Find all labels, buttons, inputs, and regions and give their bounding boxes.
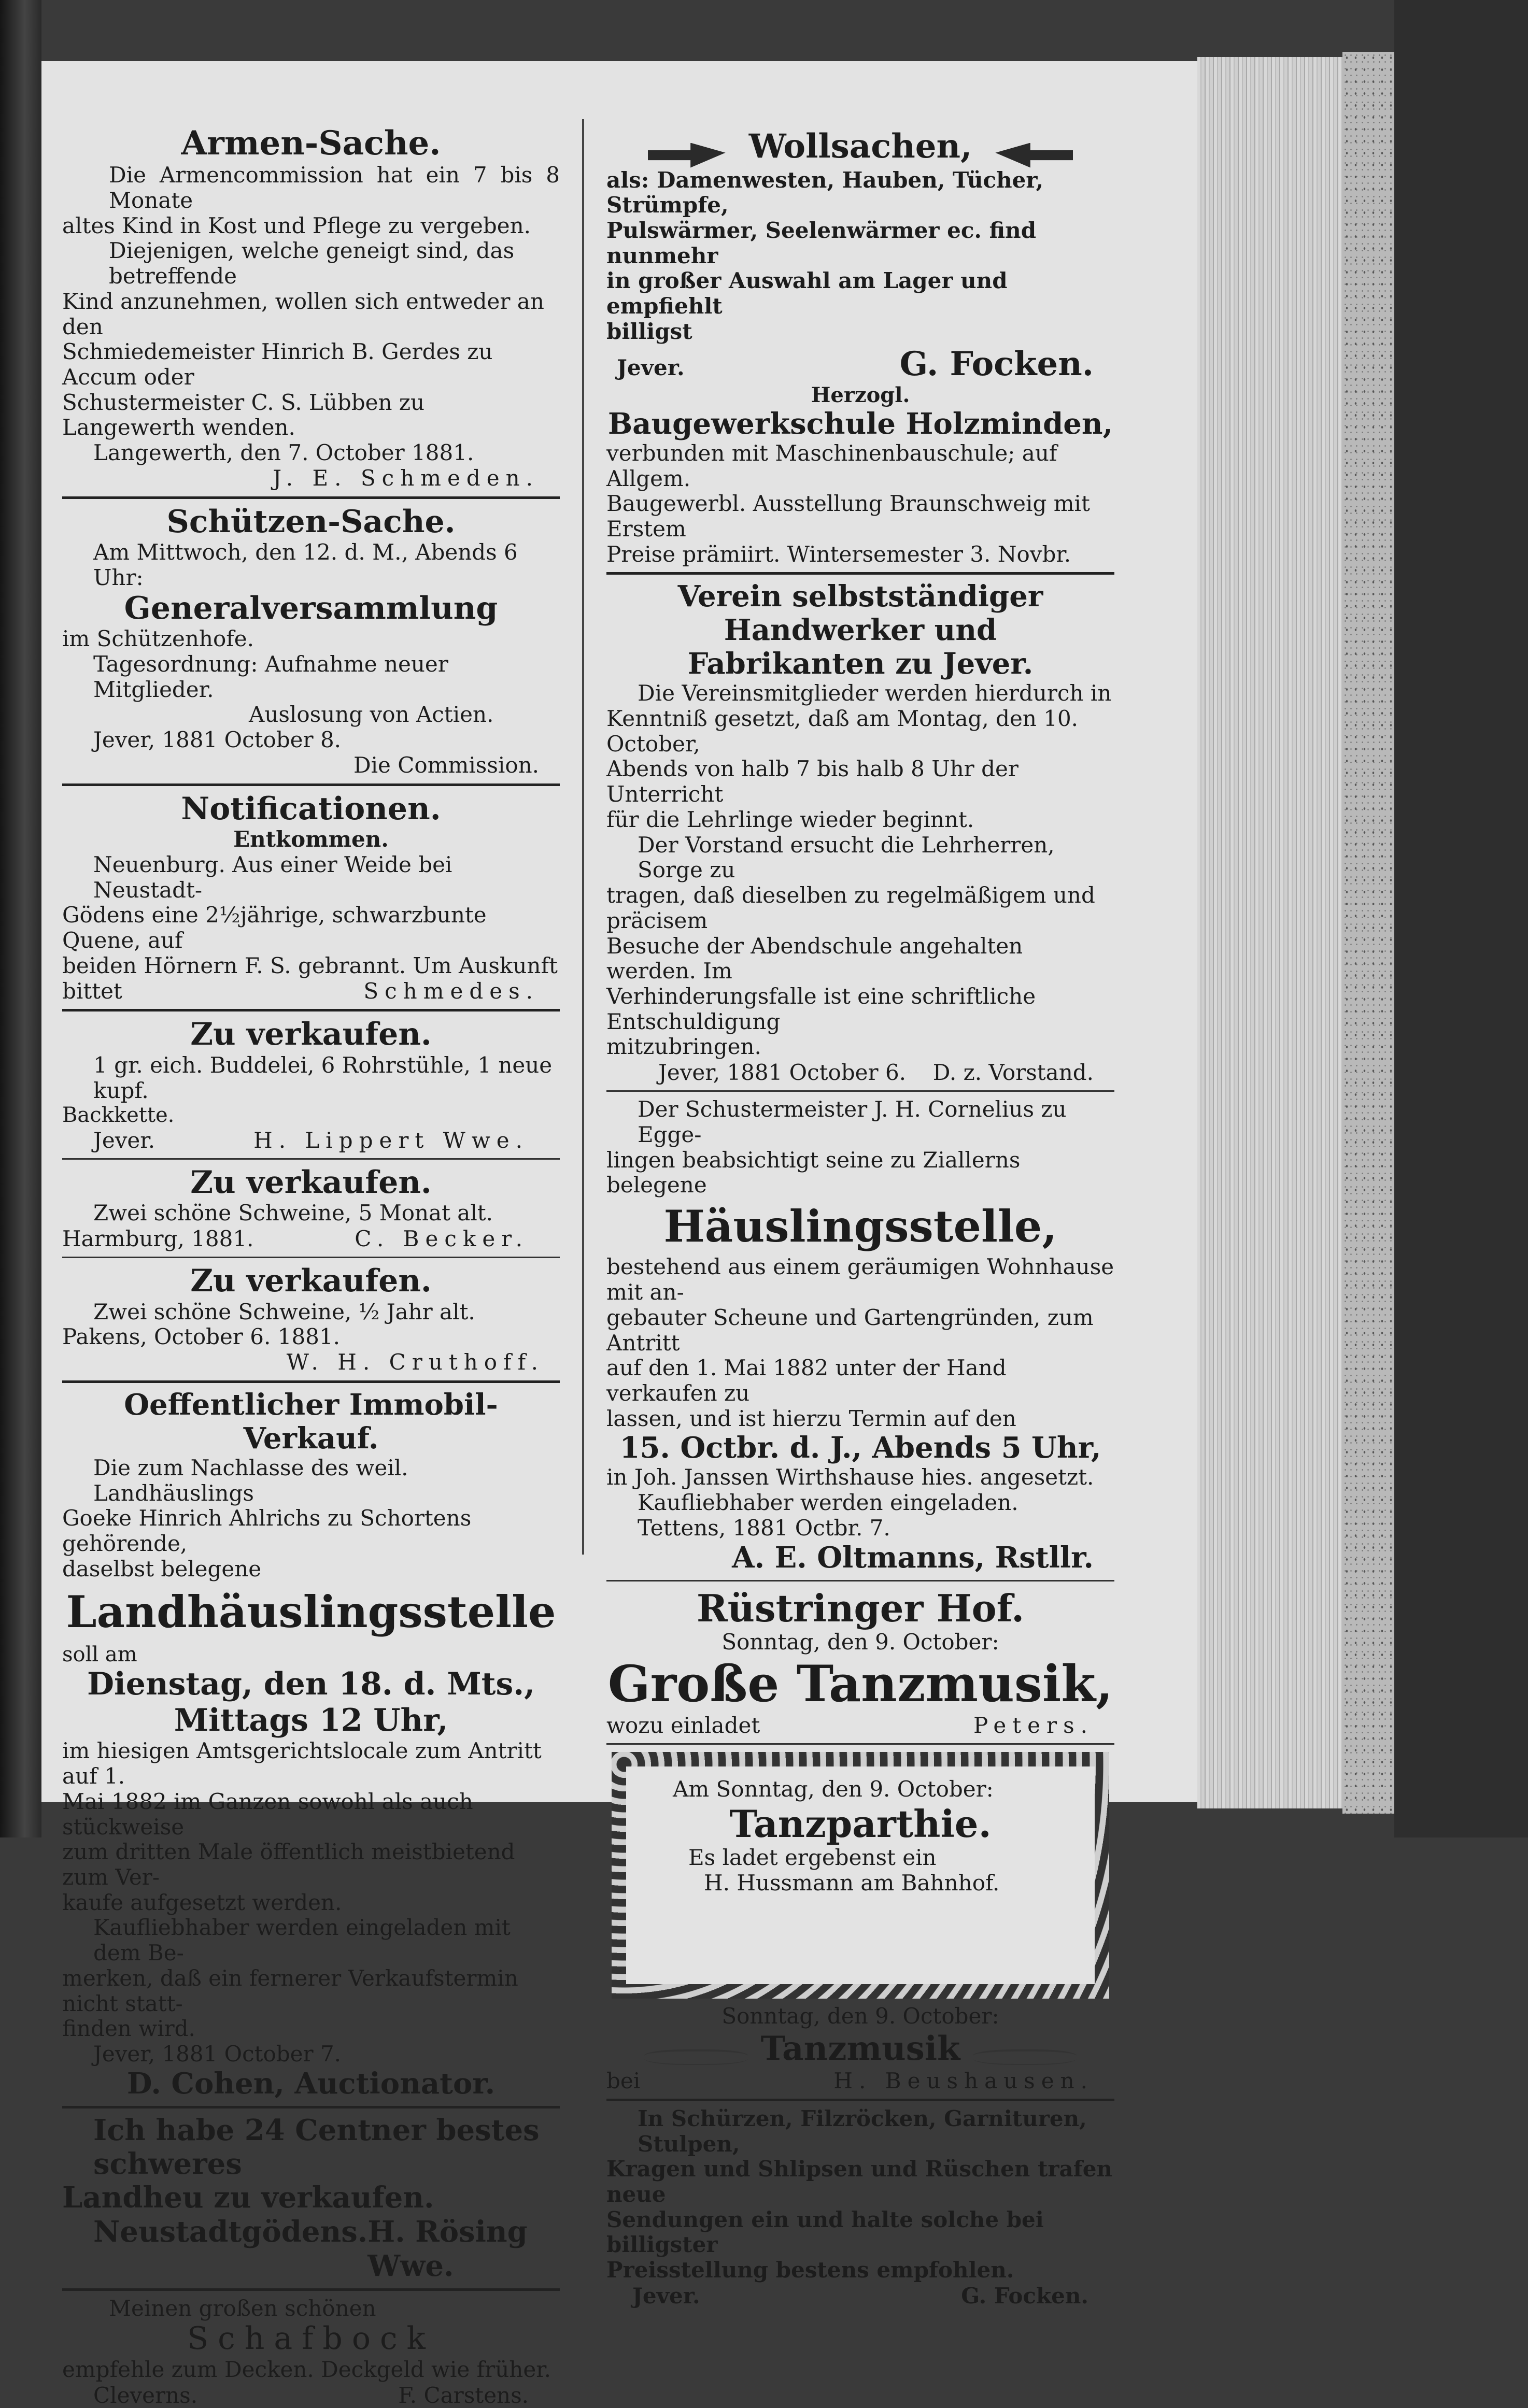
ad-line: im hiesigen Amtsgerichtslocale zum Antritt auf 1. <box>62 1738 542 1789</box>
ad-line: Diejenigen, welche geneigt sind, das betreffende <box>109 238 515 289</box>
ad-signature: Schmedes. <box>363 978 539 1004</box>
flourish-icon <box>973 2049 1077 2065</box>
ad-line: Sendungen ein und halte solche bei billigster <box>606 2206 1044 2258</box>
ad-title: Armen-Sache. <box>181 124 441 163</box>
book-spine <box>0 0 41 1837</box>
ad-headline: Schafbock <box>187 2320 435 2357</box>
ad-signature: H. Rösing Wwe. <box>367 2214 528 2283</box>
ad-line: Preisstellung bestens empfohlen. <box>606 2257 1014 2283</box>
ad-line: in Joh. Janssen Wirthshause hies. angesetzt. <box>606 1464 1094 1490</box>
ad-line: Goeke Hinrich Ahlrichs zu Schortens gehörende, <box>62 1505 472 1556</box>
ad-line: Die zum Nachlasse des weil. Landhäuslings <box>93 1455 408 1506</box>
ad-line: als: Damenwesten, Hauben, Tücher, Strümpfe, <box>606 167 1044 218</box>
ad-line: Der Vorstand ersucht die Lehrherren, Sorge zu <box>638 832 1055 883</box>
ad-pretitle: Herzogl. <box>811 382 910 407</box>
ad-line: Kenntniß gesetzt, daß am Montag, den 10. October, <box>606 706 1079 757</box>
ad-title: Schützen-Sache. <box>166 503 456 540</box>
ad-armen-sache <box>62 124 560 491</box>
page-edges <box>1197 57 1342 1808</box>
ad-line: In Schürzen, Filzröcken, Garnituren, Stulpen, <box>638 2105 1087 2157</box>
ad-schuetzen-sache <box>62 504 560 778</box>
ad-line: merken, daß ein fernerer Verkaufstermin nicht statt- <box>62 1965 518 2016</box>
right-column <box>606 62 1114 2309</box>
ad-last-row <box>62 1226 560 1251</box>
ad-title: Oeffentlicher Immobil-Verkauf. <box>124 1387 498 1456</box>
ad-title-row <box>606 127 1114 168</box>
ad-line: bestehend aus einem geräumigen Wohnhause mit an- <box>606 1254 1114 1305</box>
divider <box>606 1580 1114 1581</box>
ad-line: Zwei schöne Schweine, ½ Jahr alt. <box>93 1299 475 1324</box>
ad-signature: Die Commission. <box>353 752 539 778</box>
ad-ruestringer-hof <box>606 1587 1114 1739</box>
ad-place: Harmburg, 1881. <box>62 1226 254 1252</box>
ad-landheu <box>62 2114 560 2283</box>
ad-line: Besuche der Abendschule angehalten werden. Im <box>606 933 1023 984</box>
ad-line: auf den 1. Mai 1882 unter der Hand verkaufen zu <box>606 1355 1007 1406</box>
ad-title: Zu verkaufen. <box>190 1164 432 1201</box>
ad-line: Es ladet ergebenst ein <box>688 1845 937 1871</box>
ad-line: Kaufliebhaber werden eingeladen. <box>638 1490 1018 1516</box>
ad-signature: Peters. <box>973 1713 1094 1739</box>
ad-schafbock <box>62 2296 560 2408</box>
ad-line: Meinen großen schönen <box>109 2295 376 2321</box>
ad-place: Jever. <box>93 1127 155 1153</box>
column-divider <box>582 119 584 1555</box>
ad-line: Tettens, 1881 Octbr. 7. <box>638 1515 890 1541</box>
ad-line: Baugewerbl. Ausstellung Braunschweig mit Erstem <box>606 491 1090 542</box>
ad-place: Jever. <box>632 2283 700 2309</box>
ad-date: 15. Octbr. d. J., Abends 5 Uhr, <box>619 1431 1101 1465</box>
ad-line: tragen, daß dieselben zu regelmäßigem und präcisem <box>606 882 1095 933</box>
ad-line: Kaufliebhaber werden eingeladen mit dem Be- <box>93 1915 511 1966</box>
ad-haeuslingsstelle <box>606 1097 1114 1574</box>
ad-last-row <box>62 978 560 1004</box>
ad-signature: H. Lippert Wwe. <box>253 1127 529 1153</box>
ad-line: Am Sonntag, den 9. October: <box>673 1776 994 1802</box>
ad-line: kaufe aufgesetzt werden. <box>62 1889 342 1915</box>
ad-line: altes Kind in Kost und Pflege zu vergeben. <box>62 212 531 238</box>
left-column <box>62 62 560 2408</box>
ad-title: Rüstringer Hof. <box>696 1586 1025 1630</box>
ad-line: verbunden mit Maschinenbauschule; auf Allgem. <box>606 440 1057 491</box>
ad-line: Pulswärmer, Seelenwärmer ec. find nunmehr <box>606 217 1037 268</box>
ad-line: bittet <box>62 978 122 1004</box>
ad-title: Wollsachen, <box>748 127 972 166</box>
ad-zu-verkaufen-2 <box>62 1165 560 1251</box>
ad-line: Schustermeister C. S. Lübben zu Langewerth wenden. <box>62 389 425 440</box>
ad-line: Mai 1882 im Ganzen sowohl als auch stückweise <box>62 1788 473 1840</box>
ad-line: Jever, 1881 October 8. <box>93 727 342 753</box>
ad-signature: D. Cohen, Auctionator. <box>126 2066 496 2101</box>
ad-line: in großer Auswahl am Lager und empfiehlt <box>606 268 1008 319</box>
ad-place: Cleverns. <box>93 2382 198 2408</box>
ad-line: Kragen und Shlipsen und Rüschen trafen neue <box>606 2156 1113 2207</box>
ad-place: Neustadtgödens. <box>93 2214 368 2249</box>
ad-line: Pakens, October 6. 1881. <box>62 1324 340 1350</box>
ad-signature: W. H. Cruthoff. <box>286 1349 544 1375</box>
divider <box>62 1380 560 1383</box>
ad-signature: D. z. Vorstand. <box>932 1060 1094 1086</box>
ad-signature: F. Carstens. <box>398 2382 529 2408</box>
ad-headline: Tanzmusik <box>760 2029 960 2068</box>
ad-line: soll am <box>62 1642 137 1666</box>
ad-line: lassen, und ist hierzu Termin auf den <box>606 1405 1016 1431</box>
ad-tanzmusik-beushausen <box>606 2004 1114 2093</box>
ad-line: Kind anzunehmen, wollen sich entweder an den <box>62 288 544 339</box>
ad-line: mitzubringen. <box>606 1034 761 1060</box>
ad-line: Auslosung von Actien. <box>249 702 494 728</box>
ad-place: Jever, 1881 October 6. <box>658 1060 907 1086</box>
ad-time: Mittags 12 Uhr, <box>174 1702 448 1739</box>
ad-line: Schmiedemeister Hinrich B. Gerdes zu Accum oder <box>62 339 493 390</box>
ad-subtitle: Entkommen. <box>233 827 389 852</box>
ad-verein-handwerker <box>606 580 1114 1085</box>
ad-line: Neuenburg. Aus einer Weide bei Neustadt- <box>93 851 452 903</box>
ad-last-row <box>606 1060 1114 1085</box>
ad-line: daselbst belegene <box>62 1556 262 1581</box>
divider <box>606 1090 1114 1092</box>
ad-last-row <box>606 2283 1114 2309</box>
ad-zu-verkaufen-3 <box>62 1263 560 1375</box>
ad-line: Ich habe 24 Centner bestes schweres <box>93 2113 540 2181</box>
ad-line: zum dritten Male öffentlich meistbietend zum Ver- <box>62 1839 515 1890</box>
ad-title: Verein selbstständiger Handwerker und <box>677 579 1043 648</box>
ad-notificationen <box>62 791 560 1004</box>
ad-schuerzen <box>606 2106 1114 2309</box>
ad-last-row <box>606 1713 1114 1738</box>
ad-line: Jever, 1881 October 7. <box>93 2041 342 2067</box>
divider <box>606 572 1114 575</box>
divider <box>62 2288 560 2291</box>
ad-place: Jever. <box>617 354 685 380</box>
ad-signature: A. E. Oltmanns, Rstllr. <box>732 1540 1094 1575</box>
divider <box>62 1257 560 1258</box>
pointing-hand-icon <box>648 143 726 168</box>
ad-line: Langewerth, den 7. October 1881. <box>93 440 474 466</box>
ad-line: Landheu zu verkaufen. <box>62 2180 434 2215</box>
ad-title: Notificationen. <box>181 790 441 827</box>
book-cover-edge <box>1342 52 1394 1814</box>
ad-last-row <box>62 2215 560 2283</box>
divider <box>62 2106 560 2108</box>
ad-title: Baugewerkschule Holzminden, <box>607 406 1113 441</box>
ad-last-row <box>606 2068 1114 2093</box>
ad-immobil-verkauf <box>62 1388 560 2101</box>
ad-line: wozu einladet <box>606 1713 760 1739</box>
ad-headline: Häuslingsstelle, <box>663 1200 1057 1252</box>
ad-line: 1 gr. eich. Buddelei, 6 Rohrstühle, 1 neue kupf. <box>93 1052 553 1103</box>
ad-headline: Tanzparthie. <box>729 1801 992 1846</box>
ad-headline: Große Tanzmusik, <box>607 1654 1113 1713</box>
background <box>1394 0 1528 1837</box>
ad-title: Fabrikanten zu Jever. <box>687 647 1034 681</box>
ad-line: Abends von halb 7 bis halb 8 Uhr der Unterricht <box>606 756 1018 807</box>
ad-tanzparthie <box>626 1766 1095 1984</box>
ad-line: für die Lehrlinge wieder beginnt. <box>606 806 974 832</box>
ad-date: Dienstag, den 18. d. Mts., <box>87 1666 535 1703</box>
ad-line: Am Mittwoch, den 12. d. M., Abends 6 Uhr: <box>93 539 518 590</box>
ad-line: Tagesordnung: Aufnahme neuer Mitglieder. <box>93 651 448 702</box>
divider <box>62 1009 560 1011</box>
divider <box>62 1158 560 1160</box>
ad-line: finden wird. <box>62 2016 195 2042</box>
ad-line: Sonntag, den 9. October: <box>721 2003 999 2029</box>
ornamental-border <box>612 1752 1109 1999</box>
divider <box>62 496 560 499</box>
ad-headline: Landhäuslingsstelle <box>66 1586 556 1638</box>
ad-line: billigst <box>606 318 692 344</box>
ad-signature: J. E. Schmeden. <box>273 465 539 491</box>
ad-wollsachen <box>606 127 1114 383</box>
ad-line: Die Armencommission hat ein 7 bis 8 Monate <box>109 162 560 213</box>
ad-line: empfehle zum Decken. Deckgeld wie früher. <box>62 2356 551 2382</box>
ad-title: Zu verkaufen. <box>190 1263 432 1300</box>
ad-line: bei <box>606 2068 641 2093</box>
ad-signature: G. Focken. <box>961 2283 1088 2309</box>
divider <box>606 2099 1114 2101</box>
ad-headline: Generalversammlung <box>124 590 498 626</box>
ad-signature: H. Hussmann am Bahnhof. <box>704 1870 1000 1896</box>
ad-headline-row <box>606 2029 1114 2068</box>
ad-line: gebauter Scheune und Gartengründen, zum Antritt <box>606 1304 1094 1356</box>
ad-line: Der Schustermeister J. H. Cornelius zu Egge- <box>638 1096 1067 1147</box>
divider <box>62 783 560 786</box>
ad-signature: H. Beushausen. <box>833 2068 1094 2093</box>
divider <box>606 1743 1114 1745</box>
ad-signature: G. Focken. <box>899 344 1094 383</box>
ad-line: lingen beabsichtigt seine zu Ziallerns belegene <box>606 1147 1021 1198</box>
ad-line: im Schützenhofe. <box>62 626 254 652</box>
ad-line: Die Vereinsmitglieder werden hierdurch in <box>638 680 1112 706</box>
ad-title: Zu verkaufen. <box>190 1016 432 1053</box>
ad-line: beiden Hörnern F. S. gebrannt. Um Auskunft <box>62 952 558 978</box>
ad-last-row <box>62 1128 560 1153</box>
ad-line: Sonntag, den 9. October: <box>721 1629 999 1655</box>
ad-line: Verhinderungsfalle ist eine schriftliche Entschuldigung <box>606 983 1036 1034</box>
ad-last-row <box>606 345 1114 383</box>
ad-last-row <box>62 2383 560 2408</box>
ad-zu-verkaufen-1 <box>62 1017 560 1152</box>
pointing-hand-icon <box>995 143 1073 168</box>
ad-baugewerkschule <box>606 383 1114 567</box>
flourish-icon <box>644 2049 748 2065</box>
ad-line: Preise prämiirt. Wintersemester 3. Novbr. <box>606 541 1071 567</box>
ad-signature: C. Becker. <box>355 1226 529 1252</box>
ad-line: Zwei schöne Schweine, 5 Monat alt. <box>93 1200 493 1226</box>
ad-line: Backkette. <box>62 1103 175 1128</box>
ad-line: Gödens eine 2½jährige, schwarzbunte Quene, auf <box>62 902 487 953</box>
